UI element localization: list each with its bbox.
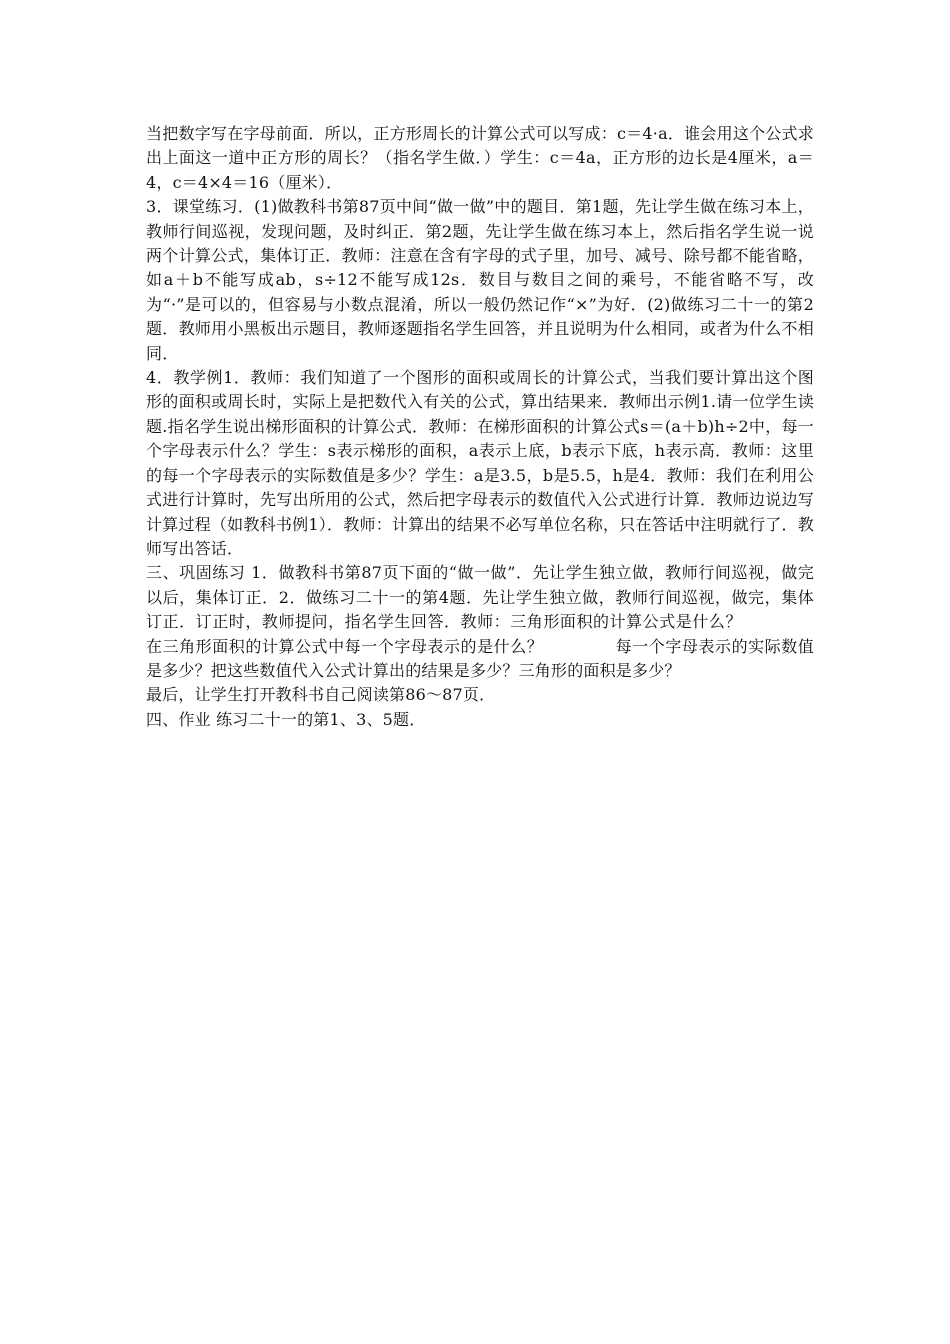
paragraph-class-practice: 3．课堂练习．(1)做教科书第87页中间“做一做”中的题目．第1题，先让学生做在练习本上，教师行间巡视，发现问题，及时纠正．第2题，先让学生做在练习本上，然后指名学生说一说两个计算公式，集体订正．教师：注意在含有字母的式子里，加号、减号、除号都不能省略，如a＋b不能写成ab，s÷12不能写成12s．数目与数目之间的乘号，不能省略不写，改为“·”是可以的，但容易与小数点混淆，所以一般仍然记作“×”为好．(2)做练习二十一的第2题．教师用小黑板出示题目，教师逐题指名学生回答，并且说明为什么相同，或者为什么不相同． xyxy=(146,197,814,363)
document-body xyxy=(146,122,814,732)
paragraph-formula-square: 当把数字写在字母前面．所以，正方形周长的计算公式可以写成：c＝4·a．谁会用这个公式求出上面这一道中正方形的周长？（指名学生做．）学生：c＝4a，正方形的边长是4厘米，a＝4，c＝4×4＝16（厘米）． xyxy=(146,124,814,192)
paragraph-example-1: 4．教学例1．教师：我们知道了一个图形的面积或周长的计算公式，当我们要计算出这个图形的面积或周长时，实际上是把数代入有关的公式，算出结果来．教师出示例1.请一位学生读题.指名学生说出梯形面积的计算公式．教师：在梯形面积的计算公式s＝(a＋b)h÷2中，每一个字母表示什么？学生：s表示梯形的面积，a表示上底，b表示下底，h表示高．教师：这里的每一个字母表示的实际数值是多少？学生：a是3.5，b是5.5，h是4．教师：我们在利用公式进行计算时，先写出所用的公式，然后把字母表示的数值代入公式进行计算．教师边说边写计算过程（如教科书例1）．教师：计算出的结果不必写单位名称，只在答话中注明就行了．教师写出答话． xyxy=(146,368,814,558)
paragraph-reading: 最后，让学生打开教科书自己阅读第86～87页． xyxy=(146,685,496,705)
consolidation-text-3: 每一个字母表示的实际数值是多少？把这些数值代入公式计算出的结果是多少？三角形的面积是多少？ xyxy=(146,636,814,680)
consolidation-text-2: 在三角形面积的计算公式中每一个字母表示的是什么？ xyxy=(146,636,544,656)
consolidation-text-1: 三、巩固练习 1．做教科书第87页下面的“做一做”．先让学生独立做，教师行间巡视，做完以后，集体订正．2．做练习二十一的第4题．先让学生独立做，教师行间巡视，做完，集体订正．订正时，教师提问，指名学生回答．教师：三角形面积的计算公式是什么？ xyxy=(146,563,814,632)
paragraph-consolidation xyxy=(146,561,814,683)
paragraph-homework: 四、作业 练习二十一的第1、3、5题． xyxy=(146,709,426,729)
